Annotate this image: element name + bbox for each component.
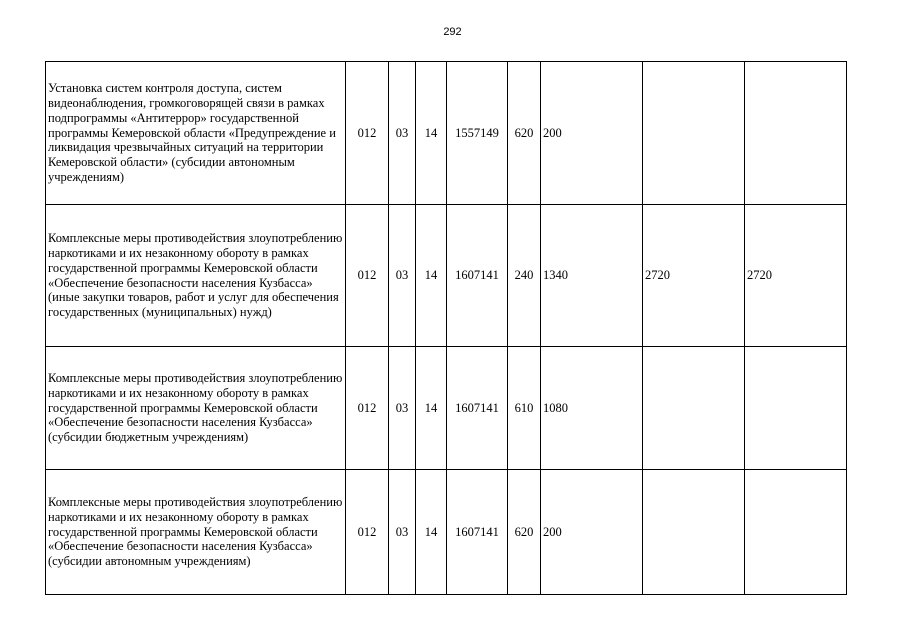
expense-type-code: 620: [508, 62, 541, 205]
amount-year-2: 2720: [643, 205, 745, 347]
ministry-code: 012: [346, 205, 389, 347]
amount-year-1: 200: [541, 62, 643, 205]
target-article-code: 1607141: [447, 205, 508, 347]
ministry-code: 012: [346, 347, 389, 470]
row-description: Комплексные меры противодействия злоупотреблению наркотиками и их незаконному обороту в рамках государственной программы Кемеровской области «Обеспечение безопасности населения Кузбасса» (субсидии автономным учреждениям): [46, 470, 346, 595]
section-code: 03: [389, 470, 416, 595]
subsection-code: 14: [416, 205, 447, 347]
row-description: Комплексные меры противодействия злоупотреблению наркотиками и их незаконному обороту в рамках государственной программы Кемеровской области «Обеспечение безопасности населения Кузбасса» (субсидии бюджетным учреждениям): [46, 347, 346, 470]
section-code: 03: [389, 347, 416, 470]
ministry-code: 012: [346, 470, 389, 595]
row-description: Установка систем контроля доступа, систем видеонаблюдения, громкоговорящей связи в рамках подпрограммы «Антитеррор» государственной программы Кемеровской области «Предупреждение и ликвидация чрезвычайных ситуаций на территории Кемеровской области» (субсидии автономным учреждениям): [46, 62, 346, 205]
expense-type-code: 620: [508, 470, 541, 595]
target-article-code: 1607141: [447, 470, 508, 595]
amount-year-1: 200: [541, 470, 643, 595]
row-description: Комплексные меры противодействия злоупотреблению наркотиками и их незаконному обороту в рамках государственной программы Кемеровской области «Обеспечение безопасности населения Кузбасса» (иные закупки товаров, работ и услуг для обеспечения государственных (муниципальных) нужд): [46, 205, 346, 347]
table-row: [46, 62, 847, 205]
expense-type-code: 610: [508, 347, 541, 470]
amount-year-2: [643, 62, 745, 205]
amount-year-3: [745, 62, 847, 205]
amount-year-2: [643, 470, 745, 595]
subsection-code: 14: [416, 470, 447, 595]
amount-year-1: 1080: [541, 347, 643, 470]
amount-year-3: 2720: [745, 205, 847, 347]
amount-year-3: [745, 470, 847, 595]
budget-table: [45, 61, 847, 595]
page-number: 292: [443, 26, 462, 38]
expense-type-code: 240: [508, 205, 541, 347]
table-row: [46, 347, 847, 470]
section-code: 03: [389, 205, 416, 347]
amount-year-3: [745, 347, 847, 470]
ministry-code: 012: [346, 62, 389, 205]
amount-year-2: [643, 347, 745, 470]
amount-year-1: 1340: [541, 205, 643, 347]
target-article-code: 1557149: [447, 62, 508, 205]
subsection-code: 14: [416, 347, 447, 470]
section-code: 03: [389, 62, 416, 205]
table-row: [46, 205, 847, 347]
table-row: [46, 470, 847, 595]
target-article-code: 1607141: [447, 347, 508, 470]
subsection-code: 14: [416, 62, 447, 205]
